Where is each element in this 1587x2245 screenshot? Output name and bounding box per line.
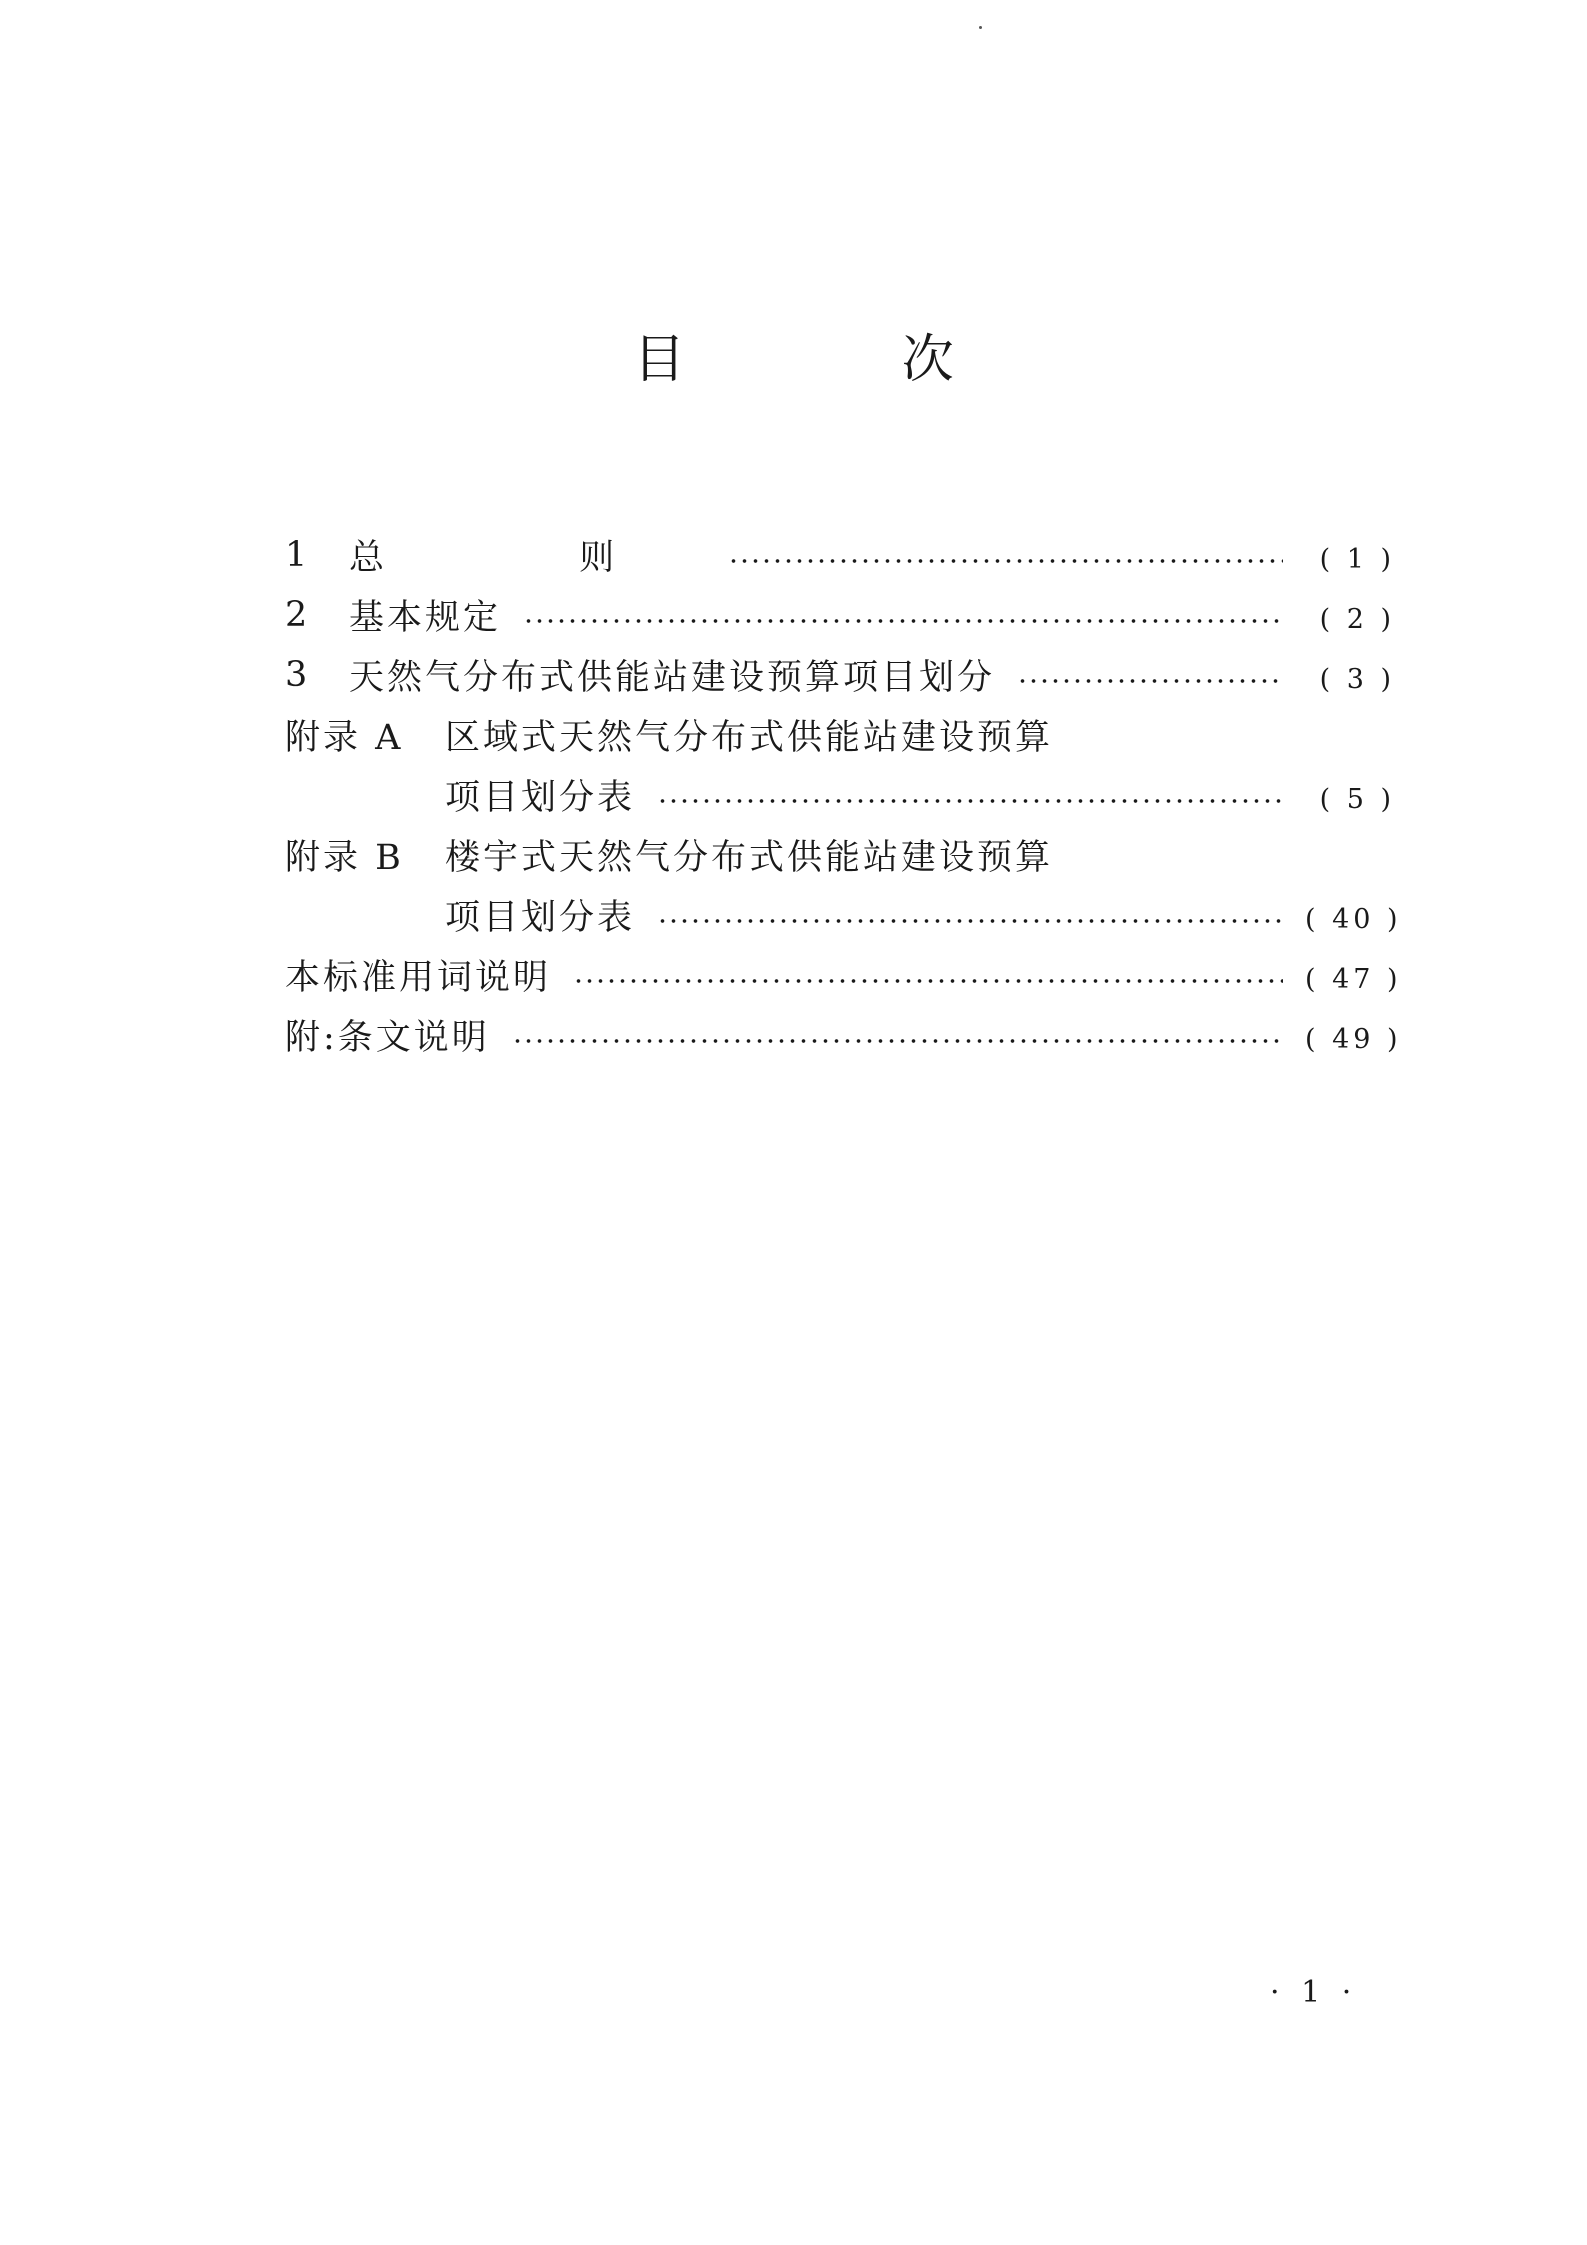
toc-entry-terminology[interactable] — [285, 945, 1402, 1005]
toc-entry-1[interactable] — [285, 525, 1395, 585]
toc-entry-2[interactable] — [285, 585, 1395, 645]
toc-entry-title: 附:条文说明 — [285, 1018, 490, 1058]
table-of-contents — [285, 525, 1402, 1065]
toc-entry-appendix-b[interactable] — [285, 825, 1395, 885]
dot-leader — [657, 798, 1283, 804]
toc-entry-page: ( 2 ) — [1319, 603, 1395, 635]
appendix-label: 附录 A — [285, 718, 404, 758]
toc-entry-page: ( 1 ) — [1319, 543, 1395, 575]
scan-speck — [979, 26, 982, 29]
toc-entry-page: ( 47 ) — [1305, 963, 1402, 995]
toc-entry-appendix-a[interactable] — [285, 705, 1395, 765]
dot-leader — [728, 558, 1283, 564]
toc-entry-title-continued: 项目划分表 — [445, 778, 636, 818]
toc-entry-number: 3 — [285, 655, 308, 695]
dot-leader — [523, 618, 1283, 624]
dot-leader — [573, 978, 1283, 984]
toc-entry-appendix-a-cont[interactable] — [285, 765, 1395, 825]
dot-leader — [657, 918, 1283, 924]
toc-entry-title: 楼宇式天然气分布式供能站建设预算 — [445, 838, 1054, 878]
toc-entry-appendix-b-cont[interactable] — [285, 885, 1402, 945]
page-number: · 1 · — [1270, 1975, 1358, 2010]
page-title: 目 次 — [633, 330, 1054, 390]
toc-entry-explanation[interactable] — [285, 1005, 1402, 1065]
appendix-label: 附录 B — [285, 838, 404, 878]
toc-entry-title-continued: 项目划分表 — [445, 898, 636, 938]
dot-leader — [1017, 678, 1283, 684]
toc-entry-title: 区域式天然气分布式供能站建设预算 — [445, 718, 1054, 758]
toc-entry-title: 总 则 — [349, 538, 707, 578]
dot-leader — [512, 1038, 1283, 1044]
toc-entry-title: 天然气分布式供能站建设预算项目划分 — [349, 658, 996, 698]
toc-entry-number: 1 — [285, 535, 308, 575]
toc-entry-title: 本标准用词说明 — [285, 958, 552, 998]
toc-entry-page: ( 49 ) — [1305, 1023, 1402, 1055]
toc-entry-number: 2 — [285, 595, 308, 635]
toc-entry-page: ( 40 ) — [1305, 903, 1402, 935]
toc-entry-title: 基本规定 — [349, 598, 502, 638]
toc-entry-page: ( 3 ) — [1319, 663, 1395, 695]
toc-entry-3[interactable] — [285, 645, 1395, 705]
toc-entry-page: ( 5 ) — [1319, 783, 1395, 815]
